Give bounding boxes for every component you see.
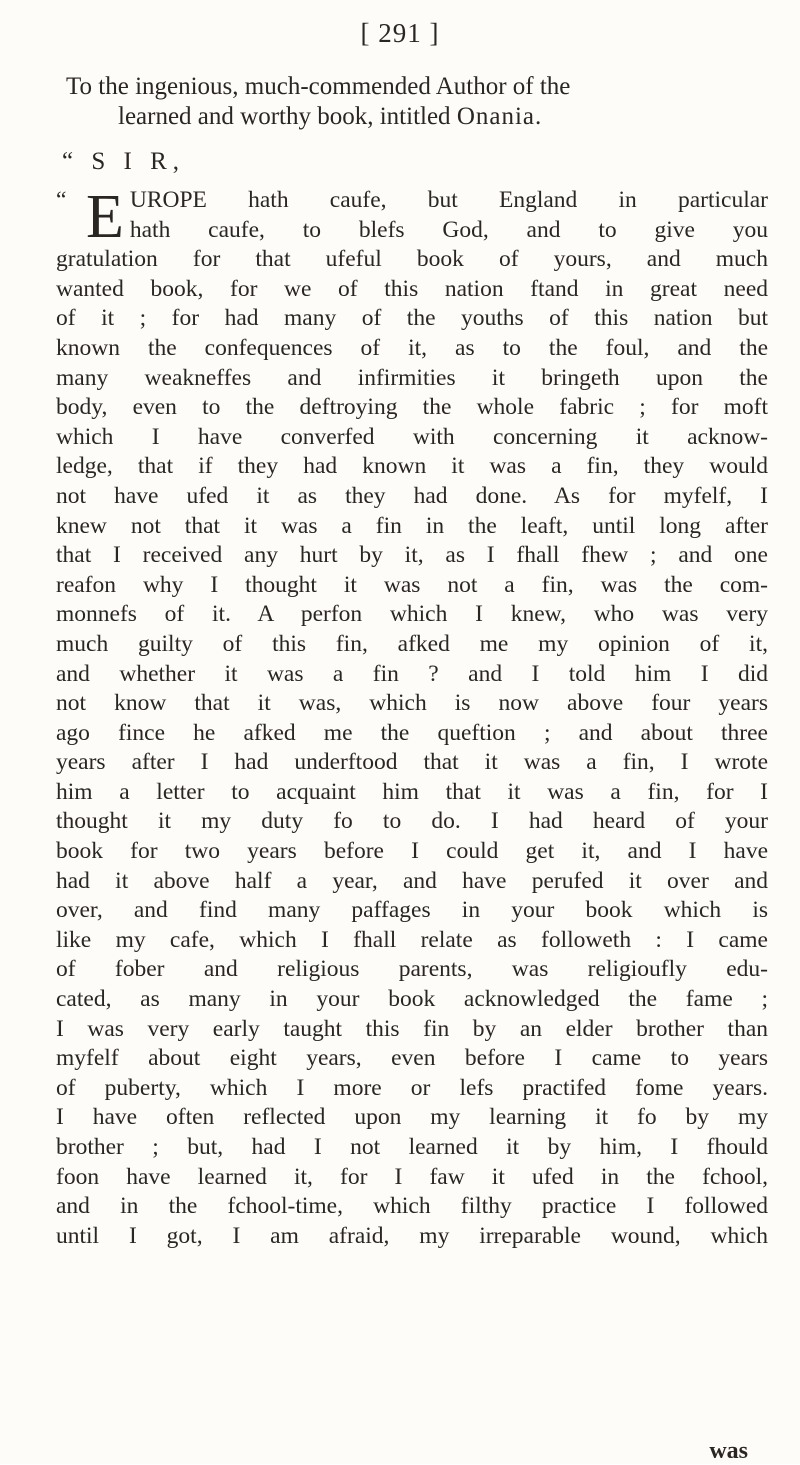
text-line: gratulation for that ufeful book of yours, and much [56, 246, 768, 273]
text-line: much guilty of this fin, afked me my opinion of it, [56, 630, 768, 657]
text-line: brother ; but, had I not learned it by him, I fhould [56, 1134, 768, 1160]
text-line: reafon why I thought it was not a fin, was the com- [56, 571, 768, 598]
text-line: not know that it was, which is now above four years [56, 690, 768, 717]
text-line: hath caufe, to blefs God, and to give you [129, 216, 768, 243]
text-line: many weakneffes and infirmities it bringeth upon the [56, 364, 768, 391]
page-number: [ 291 ] [360, 18, 440, 48]
text-line: of puberty, which I more or lefs practifed fome years. [56, 1074, 768, 1101]
drop-cap [86, 183, 124, 251]
opening-quote: “ [56, 187, 67, 213]
heading-line-2 [66, 102, 766, 132]
text-line: wanted book, for we of this nation ftand in great need [56, 275, 768, 302]
text-line: body, even to the deftroying the whole fabric ; for moft [56, 394, 768, 421]
text-line: I have often reflected upon my learning it fo by my [56, 1104, 768, 1131]
text-line: thought it my duty fo to do. I had heard of your [56, 808, 768, 835]
text-line: which I have converfed with concerning it acknow- [56, 423, 768, 450]
text-line: ago fince he afked me the queftion ; and about three [56, 719, 768, 746]
text-line: like my cafe, which I fhall relate as followeth : I came [56, 926, 768, 953]
text-line: over, and find many paffages in your book which is [56, 897, 768, 924]
salutation: “ S I R, [62, 148, 185, 175]
text-line: and whether it was a fin ? and I told him I did [56, 660, 768, 687]
text-line: of it ; for had many of the youths of this nation but [56, 305, 768, 332]
text-line: that I received any hurt by it, as I fhall fhew ; and one [56, 542, 768, 569]
text-line: years after I had underftood that it was a fin, I wrote [56, 749, 768, 776]
text-line: foon have learned it, for I faw it ufed in the fchool, [56, 1163, 768, 1190]
text-line: him a letter to acquaint him that it was a fin, for I [56, 778, 768, 805]
heading-line-2-prefix: learned and worthy book, intitled [118, 103, 457, 130]
book-title: Onania. [456, 103, 543, 130]
text-line: ledge, that if they had known it was a fin, they would [56, 453, 768, 480]
text-line: knew not that it was a fin in the leaft, until long after [56, 512, 768, 539]
drop-cap-letter: E [86, 183, 124, 251]
text-line: book for two years before I could get it, and I have [56, 838, 768, 865]
text-line: monnefs of it. A perfon which I knew, who was very [56, 601, 768, 628]
letter-heading [66, 72, 766, 132]
catchword: was [709, 1438, 748, 1464]
text-line: UROPE hath caufe, but England in particular [129, 187, 768, 213]
text-line: until I got, I am afraid, my irreparable wound, which [56, 1222, 768, 1249]
text-line: I was very early taught this fin by an elder brother than [56, 1015, 768, 1042]
text-line: and in the fchool-time, which filthy practice I followed [56, 1193, 768, 1220]
letter-body [56, 183, 768, 1251]
text-line: known the confequences of it, as to the foul, and the [56, 334, 768, 361]
text-line: had it above half a year, and have perufed it over and [56, 867, 768, 894]
heading-line-1: To the ingenious, much-commended Author of the [66, 73, 571, 100]
text-line: cated, as many in your book acknowledged the fame ; [56, 986, 768, 1013]
text-line: of fober and religious parents, was religioufly edu- [56, 956, 768, 983]
text-line: myfelf about eight years, even before I came to years [56, 1045, 768, 1072]
text-line: not have ufed it as they had done. As for myfelf, I [56, 482, 768, 509]
